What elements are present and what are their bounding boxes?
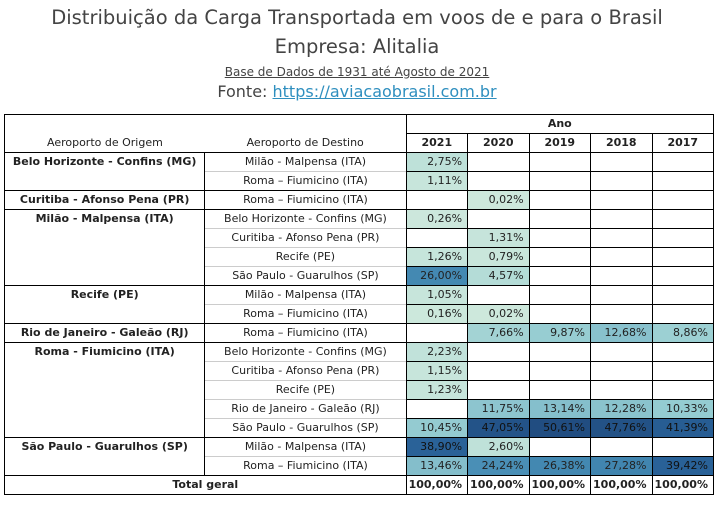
percentage-cell: 7,66%	[468, 324, 529, 343]
percentage-cell: 47,76%	[591, 419, 652, 438]
percentage-cell	[529, 172, 590, 191]
percentage-cell	[652, 172, 714, 191]
percentage-cell	[468, 362, 529, 381]
percentage-cell: 10,45%	[406, 419, 467, 438]
destination-airport: Roma – Fiumicino (ITA)	[205, 457, 406, 476]
percentage-cell	[591, 229, 652, 248]
percentage-cell	[652, 248, 714, 267]
source-link[interactable]: https://aviacaobrasil.com.br	[272, 82, 497, 101]
percentage-cell: 1,15%	[406, 362, 467, 381]
percentage-cell	[468, 381, 529, 400]
percentage-cell: 13,46%	[406, 457, 467, 476]
percentage-cell	[529, 229, 590, 248]
percentage-cell	[406, 324, 467, 343]
destination-airport: São Paulo - Guarulhos (SP)	[205, 267, 406, 286]
percentage-cell	[529, 381, 590, 400]
total-cell: 100,00%	[468, 476, 529, 495]
percentage-cell: 27,28%	[591, 457, 652, 476]
origin-airport: São Paulo - Guarulhos (SP)	[5, 438, 205, 476]
percentage-cell: 1,26%	[406, 248, 467, 267]
destination-airport: Belo Horizonte - Confins (MG)	[205, 210, 406, 229]
percentage-cell: 0,02%	[468, 191, 529, 210]
origin-airport: Rio de Janeiro - Galeão (RJ)	[5, 324, 205, 343]
percentage-cell	[591, 286, 652, 305]
percentage-cell	[652, 381, 714, 400]
year-header: 2021	[406, 134, 467, 153]
percentage-cell: 10,33%	[652, 400, 714, 419]
destination-airport: Curitiba - Afonso Pena (PR)	[205, 229, 406, 248]
percentage-cell	[529, 305, 590, 324]
percentage-cell	[406, 191, 467, 210]
percentage-cell: 1,05%	[406, 286, 467, 305]
percentage-cell: 2,60%	[468, 438, 529, 457]
percentage-cell: 26,00%	[406, 267, 467, 286]
source-line	[0, 82, 714, 101]
percentage-cell	[591, 438, 652, 457]
percentage-cell	[652, 191, 714, 210]
percentage-cell	[591, 362, 652, 381]
source-label: Fonte:	[217, 82, 273, 101]
origin-airport: Milão - Malpensa (ITA)	[5, 210, 205, 286]
percentage-cell: 1,23%	[406, 381, 467, 400]
percentage-cell	[591, 305, 652, 324]
percentage-cell	[406, 400, 467, 419]
total-cell: 100,00%	[591, 476, 652, 495]
table-body	[5, 115, 714, 495]
percentage-cell	[529, 210, 590, 229]
percentage-cell: 1,31%	[468, 229, 529, 248]
percentage-cell: 8,86%	[652, 324, 714, 343]
company-subtitle: Empresa: Alitalia	[274, 35, 440, 58]
percentage-cell	[591, 381, 652, 400]
percentage-cell: 4,57%	[468, 267, 529, 286]
report-title: Distribuição da Carga Transportada em voos de e para o Brasil	[51, 6, 663, 29]
table-row	[5, 210, 714, 229]
year-group-row	[5, 115, 714, 134]
percentage-cell: 13,14%	[529, 400, 590, 419]
destination-airport: Milão - Malpensa (ITA)	[205, 438, 406, 457]
percentage-cell	[591, 153, 652, 172]
percentage-cell: 0,26%	[406, 210, 467, 229]
percentage-cell: 9,87%	[529, 324, 590, 343]
percentage-cell	[652, 229, 714, 248]
percentage-cell	[468, 286, 529, 305]
percentage-cell	[529, 267, 590, 286]
percentage-cell: 1,11%	[406, 172, 467, 191]
percentage-cell: 0,16%	[406, 305, 467, 324]
header-blank	[5, 115, 205, 134]
total-cell: 100,00%	[529, 476, 590, 495]
percentage-cell	[591, 210, 652, 229]
destination-airport: Recife (PE)	[205, 381, 406, 400]
destination-airport: São Paulo - Guarulhos (SP)	[205, 419, 406, 438]
percentage-cell	[652, 305, 714, 324]
destination-airport: Milão - Malpensa (ITA)	[205, 153, 406, 172]
total-label: Total geral	[5, 476, 407, 495]
percentage-cell	[529, 286, 590, 305]
percentage-cell	[529, 438, 590, 457]
table-row	[5, 324, 714, 343]
percentage-cell: 26,38%	[529, 457, 590, 476]
percentage-cell	[652, 267, 714, 286]
percentage-cell: 24,24%	[468, 457, 529, 476]
percentage-cell	[468, 153, 529, 172]
percentage-cell: 11,75%	[468, 400, 529, 419]
percentage-cell	[468, 172, 529, 191]
column-header-row	[5, 134, 714, 153]
percentage-cell: 0,79%	[468, 248, 529, 267]
percentage-cell: 41,39%	[652, 419, 714, 438]
table-row	[5, 343, 714, 362]
percentage-cell	[652, 286, 714, 305]
year-group-label: Ano	[406, 115, 713, 134]
total-row	[5, 476, 714, 495]
origin-airport: Belo Horizonte - Confins (MG)	[5, 153, 205, 191]
percentage-cell	[529, 191, 590, 210]
destination-airport: Roma – Fiumicino (ITA)	[205, 324, 406, 343]
percentage-cell	[529, 153, 590, 172]
percentage-cell	[591, 172, 652, 191]
destination-column-header: Aeroporto de Destino	[205, 134, 406, 153]
percentage-cell	[652, 362, 714, 381]
origin-airport: Curitiba - Afonso Pena (PR)	[5, 191, 205, 210]
table-row	[5, 191, 714, 210]
percentage-cell	[652, 343, 714, 362]
percentage-cell: 2,23%	[406, 343, 467, 362]
percentage-cell	[406, 229, 467, 248]
percentage-cell	[591, 191, 652, 210]
destination-airport: Roma – Fiumicino (ITA)	[205, 305, 406, 324]
percentage-cell: 0,02%	[468, 305, 529, 324]
percentage-cell	[652, 153, 714, 172]
destination-airport: Roma – Fiumicino (ITA)	[205, 172, 406, 191]
percentage-cell	[652, 210, 714, 229]
destination-airport: Recife (PE)	[205, 248, 406, 267]
year-header: 2018	[591, 134, 652, 153]
destination-airport: Belo Horizonte - Confins (MG)	[205, 343, 406, 362]
origin-airport: Recife (PE)	[5, 286, 205, 324]
percentage-cell: 12,28%	[591, 400, 652, 419]
percentage-cell	[529, 248, 590, 267]
year-header: 2017	[652, 134, 714, 153]
percentage-cell	[591, 267, 652, 286]
cargo-distribution-table	[4, 114, 714, 495]
percentage-cell: 47,05%	[468, 419, 529, 438]
origin-airport: Roma - Fiumicino (ITA)	[5, 343, 205, 438]
percentage-cell	[468, 343, 529, 362]
total-cell: 100,00%	[652, 476, 714, 495]
percentage-cell	[529, 362, 590, 381]
table-row	[5, 438, 714, 457]
destination-airport: Rio de Janeiro - Galeão (RJ)	[205, 400, 406, 419]
percentage-cell: 2,75%	[406, 153, 467, 172]
table-row	[5, 153, 714, 172]
percentage-cell: 12,68%	[591, 324, 652, 343]
percentage-cell	[468, 210, 529, 229]
destination-airport: Curitiba - Afonso Pena (PR)	[205, 362, 406, 381]
percentage-cell: 39,42%	[652, 457, 714, 476]
percentage-cell	[591, 343, 652, 362]
year-header: 2019	[529, 134, 590, 153]
year-header: 2020	[468, 134, 529, 153]
percentage-cell: 50,61%	[529, 419, 590, 438]
percentage-cell	[591, 248, 652, 267]
database-note: Base de Dados de 1931 até Agosto de 2021	[224, 65, 490, 79]
total-cell: 100,00%	[406, 476, 467, 495]
destination-airport: Roma – Fiumicino (ITA)	[205, 191, 406, 210]
percentage-cell	[529, 343, 590, 362]
percentage-cell: 38,90%	[406, 438, 467, 457]
table-row	[5, 286, 714, 305]
destination-airport: Milão - Malpensa (ITA)	[205, 286, 406, 305]
header-blank	[205, 115, 406, 134]
percentage-cell	[652, 438, 714, 457]
origin-column-header: Aeroporto de Origem	[5, 134, 205, 153]
